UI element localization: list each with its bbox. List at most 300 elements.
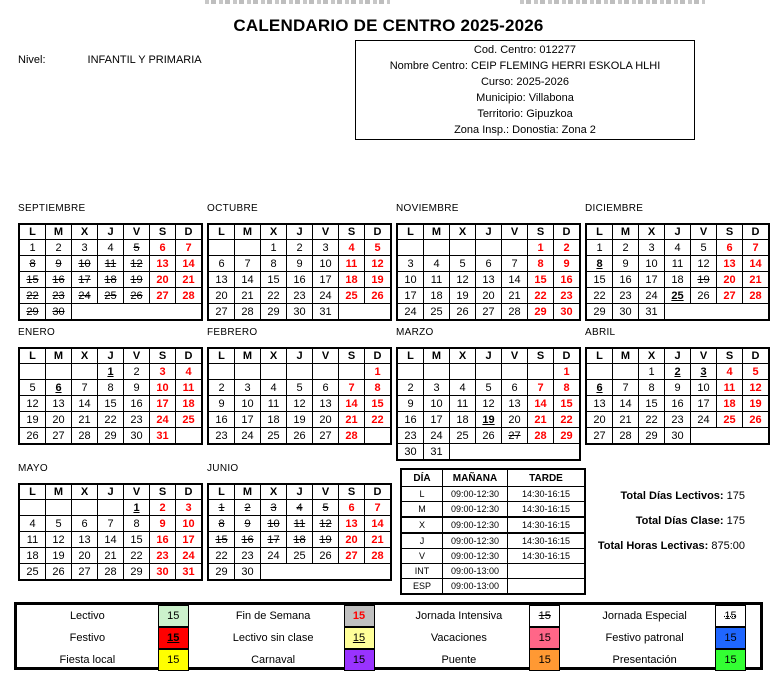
day-cell: 20	[72, 548, 98, 564]
week-row	[397, 396, 580, 412]
day-cell: 11	[176, 380, 203, 396]
weekday-header-cell: X	[450, 224, 476, 240]
week-row	[19, 564, 202, 581]
week-row	[397, 240, 580, 256]
day-cell: 15	[98, 396, 124, 412]
day-cell: 4	[424, 256, 450, 272]
weekday-header-cell: M	[613, 348, 639, 364]
day-cell: 13	[586, 396, 613, 412]
weekday-header-cell: V	[124, 224, 150, 240]
day-cell: 30	[554, 304, 581, 321]
day-cell: 21	[613, 412, 639, 428]
day-cell: 15	[124, 532, 150, 548]
day-cell: 10	[313, 256, 339, 272]
empty-day-cell	[235, 240, 261, 256]
empty-day-cell	[424, 364, 450, 380]
weekday-header-cell: L	[208, 484, 235, 500]
weekday-header-cell: V	[124, 484, 150, 500]
day-cell: 9	[124, 380, 150, 396]
total-label: Total Horas Lectivas:	[597, 540, 712, 552]
weekday-header-row	[397, 348, 580, 364]
day-cell: 9	[150, 516, 176, 532]
empty-day-cell	[287, 364, 313, 380]
weekday-header-cell: J	[476, 348, 502, 364]
weekday-header-cell: D	[365, 224, 392, 240]
day-cell: 9	[46, 256, 72, 272]
week-row	[19, 256, 202, 272]
week-row	[208, 288, 391, 304]
schedule-header-row	[401, 469, 585, 487]
month-title: SEPTIEMBRE	[18, 203, 86, 214]
day-cell: 25	[176, 412, 203, 428]
day-cell: 7	[98, 516, 124, 532]
day-cell: 5	[19, 380, 46, 396]
day-cell: 4	[176, 364, 203, 380]
weekday-header-cell: X	[72, 484, 98, 500]
week-row	[19, 396, 202, 412]
day-cell: 2	[665, 364, 691, 380]
day-cell: 17	[176, 532, 203, 548]
weekday-header-row	[208, 484, 391, 500]
legend-label: Presentación	[612, 654, 677, 666]
day-cell: 12	[313, 516, 339, 532]
empty-day-cell	[313, 364, 339, 380]
day-cell: 18	[424, 288, 450, 304]
day-cell: 20	[208, 288, 235, 304]
day-cell: 26	[19, 428, 46, 445]
day-cell: 29	[19, 304, 46, 321]
empty-day-cell	[72, 500, 98, 516]
cutoff-header-text-left	[205, 0, 390, 4]
weekday-header-cell: V	[313, 348, 339, 364]
day-cell: 15	[365, 396, 392, 412]
legend-row	[17, 605, 203, 627]
day-cell: 22	[19, 288, 46, 304]
day-cell: 21	[743, 272, 770, 288]
schedule-cell: V	[401, 549, 443, 564]
week-row	[208, 516, 391, 532]
day-cell: 3	[397, 256, 424, 272]
day-cell: 18	[261, 412, 287, 428]
week-row	[586, 380, 769, 396]
day-cell: 20	[46, 412, 72, 428]
calendar-table	[396, 223, 581, 321]
day-cell: 25	[424, 304, 450, 321]
day-cell: 11	[287, 516, 313, 532]
day-cell: 26	[476, 428, 502, 444]
week-row	[19, 500, 202, 516]
day-cell: 11	[261, 396, 287, 412]
day-cell: 2	[46, 240, 72, 256]
day-cell: 20	[586, 412, 613, 428]
day-cell: 14	[502, 272, 528, 288]
week-row	[208, 272, 391, 288]
weekday-header-cell: M	[46, 224, 72, 240]
day-cell: 18	[717, 396, 743, 412]
legend-swatch: 15	[344, 649, 375, 671]
day-cell: 25	[98, 288, 124, 304]
day-cell: 11	[424, 272, 450, 288]
month-title: NOVIEMBRE	[396, 203, 459, 214]
week-row	[208, 256, 391, 272]
legend-swatch: 15	[158, 605, 189, 627]
empty-day-cell	[98, 500, 124, 516]
empty-day-cell	[528, 364, 554, 380]
weekday-header-cell: S	[150, 484, 176, 500]
day-cell: 17	[72, 272, 98, 288]
day-cell: 24	[72, 288, 98, 304]
weekday-header-cell: J	[98, 484, 124, 500]
schedule-cell: 14:30-16:15	[508, 549, 586, 564]
week-row	[208, 304, 391, 321]
day-cell: 2	[397, 380, 424, 396]
day-cell: 5	[313, 500, 339, 516]
weekday-header-cell: L	[397, 348, 424, 364]
day-cell: 31	[150, 428, 176, 445]
legend-row	[389, 627, 575, 649]
day-cell: 9	[554, 256, 581, 272]
day-cell: 27	[46, 428, 72, 445]
week-row	[208, 428, 391, 445]
legend-row	[203, 605, 389, 627]
day-cell: 28	[502, 304, 528, 321]
day-cell: 30	[124, 428, 150, 445]
day-cell: 6	[150, 240, 176, 256]
day-cell: 6	[717, 240, 743, 256]
day-cell: 20	[476, 288, 502, 304]
week-row	[586, 364, 769, 380]
day-cell: 8	[528, 256, 554, 272]
weekday-header-cell: J	[476, 224, 502, 240]
empty-day-cell	[208, 240, 235, 256]
schedule-cell: 09:00-12:30	[443, 549, 508, 564]
month-title: ABRIL	[585, 327, 616, 338]
day-cell: 12	[19, 396, 46, 412]
day-cell: 7	[176, 240, 203, 256]
day-cell: 24	[150, 412, 176, 428]
day-cell: 6	[339, 500, 365, 516]
day-cell: 12	[476, 396, 502, 412]
schedule-cell: 14:30-16:15	[508, 517, 586, 533]
empty-day-cell	[613, 364, 639, 380]
day-cell: 25	[261, 428, 287, 445]
day-cell: 28	[528, 428, 554, 444]
day-cell: 20	[717, 272, 743, 288]
day-cell: 26	[450, 304, 476, 321]
weekday-header-cell: D	[176, 224, 203, 240]
day-cell: 13	[313, 396, 339, 412]
weekday-header-cell: S	[528, 348, 554, 364]
day-cell: 4	[665, 240, 691, 256]
day-cell: 14	[235, 272, 261, 288]
day-cell: 3	[176, 500, 203, 516]
day-cell: 19	[46, 548, 72, 564]
weekday-header-cell: S	[339, 348, 365, 364]
month-abril	[585, 327, 774, 445]
day-cell: 1	[19, 240, 46, 256]
day-cell: 30	[665, 428, 691, 445]
day-cell: 22	[98, 412, 124, 428]
day-cell: 4	[339, 240, 365, 256]
day-cell: 14	[528, 396, 554, 412]
day-cell: 11	[665, 256, 691, 272]
day-cell: 31	[639, 304, 665, 321]
day-cell: 20	[313, 412, 339, 428]
day-cell: 11	[19, 532, 46, 548]
weekday-header-cell: M	[424, 224, 450, 240]
week-row	[208, 564, 391, 581]
day-cell: 15	[554, 396, 581, 412]
day-cell: 9	[235, 516, 261, 532]
week-row	[397, 428, 580, 444]
day-cell: 7	[72, 380, 98, 396]
legend-box	[14, 602, 763, 670]
weekday-header-cell: L	[19, 224, 46, 240]
day-cell: 19	[691, 272, 717, 288]
day-cell: 23	[287, 288, 313, 304]
day-cell: 29	[98, 428, 124, 445]
day-cell: 27	[72, 564, 98, 581]
legend-label: Carnaval	[251, 654, 296, 666]
weekday-header-cell: L	[208, 348, 235, 364]
legend-swatch: 15	[344, 627, 375, 649]
day-cell: 2	[150, 500, 176, 516]
day-cell: 10	[150, 380, 176, 396]
weekday-header-cell: D	[743, 348, 770, 364]
weekday-header-row	[19, 484, 202, 500]
day-cell: 7	[339, 380, 365, 396]
day-cell: 19	[287, 412, 313, 428]
weekday-header-cell: X	[72, 224, 98, 240]
legend-label: Fiesta local	[59, 654, 116, 666]
week-row	[208, 548, 391, 564]
schedule-cell: J	[401, 533, 443, 549]
day-cell: 30	[397, 444, 424, 461]
week-row	[397, 444, 580, 461]
calendar-table	[585, 347, 770, 445]
day-cell: 3	[313, 240, 339, 256]
legend-row	[203, 649, 389, 671]
day-cell: 2	[124, 364, 150, 380]
day-cell: 6	[502, 380, 528, 396]
day-cell: 21	[98, 548, 124, 564]
schedule-cell: X	[401, 517, 443, 533]
day-cell: 24	[313, 288, 339, 304]
month-septiembre	[18, 203, 207, 321]
legend-swatch: 15	[529, 649, 560, 671]
day-cell: 24	[235, 428, 261, 445]
weekday-header-cell: X	[639, 224, 665, 240]
weekday-header-cell: M	[235, 484, 261, 500]
empty-day-cell	[46, 500, 72, 516]
weekday-header-cell: L	[19, 484, 46, 500]
day-cell: 19	[743, 396, 770, 412]
day-cell: 29	[208, 564, 235, 581]
week-row	[208, 532, 391, 548]
center-info-row: Zona Insp.: Donostia: Zona 2	[454, 124, 596, 136]
day-cell: 23	[665, 412, 691, 428]
legend-swatch: 15	[158, 627, 189, 649]
schedule-row	[401, 579, 585, 595]
day-cell: 14	[743, 256, 770, 272]
weekday-header-cell: J	[287, 348, 313, 364]
legend-row	[574, 627, 760, 649]
day-cell: 31	[424, 444, 450, 461]
day-cell: 6	[72, 516, 98, 532]
day-cell: 14	[339, 396, 365, 412]
legend-column	[17, 605, 203, 671]
calendar-table	[18, 347, 203, 445]
day-cell: 6	[46, 380, 72, 396]
weekday-header-cell: L	[586, 348, 613, 364]
legend-label: Lectivo sin clase	[232, 632, 314, 644]
weekday-header-row	[19, 224, 202, 240]
day-cell: 12	[743, 380, 770, 396]
total-value: 875:00	[711, 540, 745, 552]
day-cell: 7	[502, 256, 528, 272]
day-cell: 10	[176, 516, 203, 532]
day-cell: 16	[287, 272, 313, 288]
empty-day-cell	[235, 364, 261, 380]
day-cell: 10	[261, 516, 287, 532]
week-row	[208, 396, 391, 412]
day-cell: 23	[235, 548, 261, 564]
day-cell: 18	[98, 272, 124, 288]
day-cell: 17	[639, 272, 665, 288]
empty-day-cell	[450, 364, 476, 380]
day-cell: 8	[124, 516, 150, 532]
day-cell: 20	[502, 412, 528, 428]
center-info-row: Curso: 2025-2026	[480, 76, 570, 88]
day-cell: 1	[261, 240, 287, 256]
legend-label: Fin de Semana	[235, 610, 311, 622]
day-cell: 30	[150, 564, 176, 581]
day-cell: 5	[365, 240, 392, 256]
day-cell: 25	[339, 288, 365, 304]
empty-day-cell	[19, 364, 46, 380]
day-cell: 29	[586, 304, 613, 321]
day-cell: 2	[235, 500, 261, 516]
legend-column	[389, 605, 575, 671]
empty-day-cell	[46, 364, 72, 380]
weekday-header-cell: D	[743, 224, 770, 240]
legend-swatch: 15	[158, 649, 189, 671]
day-cell: 6	[208, 256, 235, 272]
day-cell: 30	[235, 564, 261, 581]
day-cell: 5	[743, 364, 770, 380]
empty-day-cell	[586, 364, 613, 380]
month-noviembre	[396, 203, 585, 321]
day-cell: 15	[19, 272, 46, 288]
week-row	[19, 288, 202, 304]
legend-swatch: 15	[344, 605, 375, 627]
day-cell: 12	[124, 256, 150, 272]
empty-day-cell	[19, 500, 46, 516]
day-cell: 19	[365, 272, 392, 288]
month-mayo	[18, 463, 207, 581]
day-cell: 10	[235, 396, 261, 412]
weekday-header-cell: M	[46, 348, 72, 364]
schedule-header-cell: TARDE	[508, 469, 586, 487]
weekday-header-row	[586, 348, 769, 364]
day-cell: 31	[176, 564, 203, 581]
schedule-header-cell: MAÑANA	[443, 469, 508, 487]
day-cell: 12	[450, 272, 476, 288]
day-cell: 27	[150, 288, 176, 304]
day-cell: 26	[46, 564, 72, 581]
week-row	[19, 272, 202, 288]
day-cell: 1	[98, 364, 124, 380]
week-row	[586, 304, 769, 321]
legend-label: Festivo	[69, 632, 106, 644]
weekday-header-cell: J	[287, 484, 313, 500]
day-cell: 27	[502, 428, 528, 444]
week-row	[19, 412, 202, 428]
weekday-header-cell: J	[98, 348, 124, 364]
day-cell: 14	[613, 396, 639, 412]
day-cell: 7	[365, 500, 392, 516]
weekday-header-row	[397, 224, 580, 240]
nivel-row	[18, 54, 202, 66]
weekday-header-cell: S	[717, 224, 743, 240]
day-cell: 25	[450, 428, 476, 444]
day-cell: 12	[691, 256, 717, 272]
day-cell: 4	[450, 380, 476, 396]
empty-day-cell	[502, 240, 528, 256]
day-cell: 1	[586, 240, 613, 256]
legend-row	[389, 649, 575, 671]
day-cell: 16	[665, 396, 691, 412]
day-cell: 29	[639, 428, 665, 445]
schedule-cell	[508, 579, 586, 595]
day-cell: 21	[528, 412, 554, 428]
month-title: MARZO	[396, 327, 434, 338]
week-row	[397, 256, 580, 272]
week-row	[208, 380, 391, 396]
legend-row	[17, 627, 203, 649]
week-row	[19, 428, 202, 445]
day-cell: 23	[150, 548, 176, 564]
day-cell: 5	[450, 256, 476, 272]
legend-label: Festivo patronal	[605, 632, 684, 644]
total-row	[545, 490, 745, 502]
weekday-header-cell: M	[46, 484, 72, 500]
center-info-box	[355, 40, 695, 140]
empty-day-cell	[397, 364, 424, 380]
weekday-header-row	[586, 224, 769, 240]
day-cell: 13	[339, 516, 365, 532]
day-cell: 22	[586, 288, 613, 304]
day-cell: 10	[691, 380, 717, 396]
nivel-value: INFANTIL Y PRIMARIA	[87, 54, 202, 66]
day-cell: 24	[397, 304, 424, 321]
day-cell: 23	[613, 288, 639, 304]
calendar-table	[207, 483, 392, 581]
day-cell: 3	[424, 380, 450, 396]
empty-day-cell	[208, 364, 235, 380]
weekday-header-cell: J	[665, 348, 691, 364]
day-cell: 25	[287, 548, 313, 564]
day-cell: 5	[691, 240, 717, 256]
day-cell: 8	[639, 380, 665, 396]
weekday-header-cell: D	[176, 348, 203, 364]
empty-day-cell	[72, 364, 98, 380]
day-cell: 1	[639, 364, 665, 380]
day-cell: 2	[554, 240, 581, 256]
weekday-header-row	[208, 348, 391, 364]
week-row	[586, 428, 769, 445]
legend-label: Lectivo	[69, 610, 105, 622]
